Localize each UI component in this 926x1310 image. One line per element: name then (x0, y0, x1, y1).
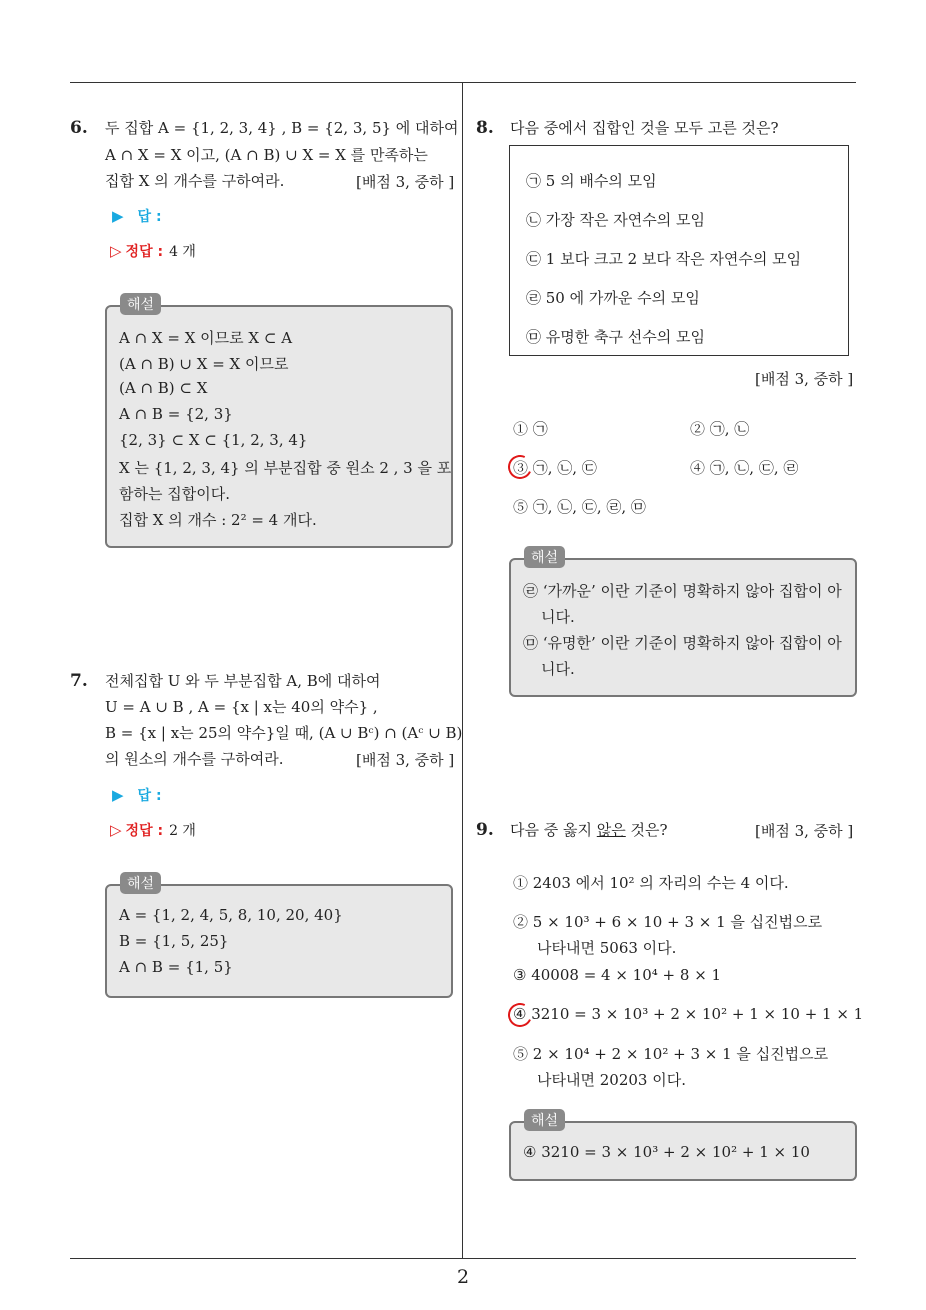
top-rule (70, 82, 856, 83)
choice-2-continued: 나타내면 5063 이다. (537, 939, 677, 957)
question-8-number: 8. (476, 118, 494, 138)
explain-line: 니다. (541, 608, 575, 626)
question-7-answer-field[interactable] (112, 785, 162, 805)
choice-5-continued: 나타내면 20203 이다. (537, 1071, 686, 1089)
explain-line: A ∩ X = X 이므로 X ⊂ A (119, 329, 293, 347)
explain-line: ㉤ ‘유명한’ 이란 기준이 명확하지 않아 집합이 아 (523, 634, 842, 652)
question-9-text: 다음 중 옳지 않은 것은? (510, 821, 668, 839)
choice-2[interactable]: ② ㉠, ㉡ (690, 420, 750, 438)
explain-line: A ∩ B = {1, 5} (119, 958, 233, 976)
question-9-points: [배점 3, 중하 ] (755, 822, 854, 840)
question-6-points: [배점 3, 중하 ] (356, 173, 455, 191)
item: ㉡ 가장 작은 자연수의 모임 (526, 211, 705, 229)
question-6-number: 6. (70, 118, 88, 138)
question-6-line-3: 집합 X 의 개수를 구하여라. (105, 172, 285, 190)
correct-value: 4 개 (169, 244, 196, 260)
question-9-explanation-tag: 해설 (524, 1109, 565, 1131)
question-8-points: [배점 3, 중하 ] (755, 370, 854, 388)
explain-line: ④ 3210 = 3 × 10³ + 2 × 10² + 1 × 10 (523, 1143, 810, 1161)
choice-3[interactable]: ③ 40008 = 4 × 10⁴ + 8 × 1 (513, 966, 722, 984)
item: ㉠ 5 의 배수의 모임 (526, 172, 657, 190)
explain-line: B = {1, 5, 25} (119, 932, 229, 950)
item: ㉤ 유명한 축구 선수의 모임 (526, 328, 705, 346)
question-7-line-3: B = {x | x는 25의 약수}일 때, (A ∪ Bᶜ) ∩ (Aᶜ ∪ B) (105, 724, 463, 742)
choice-4[interactable]: ④ 3210 = 3 × 10³ + 2 × 10² + 1 × 10 + 1 × 1 (513, 1005, 864, 1023)
question-6-line-2: A ∩ X = X 이고, (A ∩ B) ∪ X = X 를 만족하는 (105, 146, 428, 164)
choice-2[interactable]: ② 5 × 10³ + 6 × 10 + 3 × 1 을 십진법으로 (513, 913, 823, 931)
question-7-correct-answer (110, 820, 196, 840)
explain-line: 니다. (541, 660, 575, 678)
explain-line: {2, 3} ⊂ X ⊂ {1, 2, 3, 4} (119, 431, 308, 449)
column-divider (462, 82, 463, 1258)
explain-line: A = {1, 2, 4, 5, 8, 10, 20, 40} (119, 906, 343, 924)
answer-label: 답 : (137, 209, 162, 225)
explain-line: 집합 X 의 개수 : 2² = 4 개다. (119, 511, 317, 529)
correct-label: 정답 : (125, 244, 164, 260)
correct-label: 정답 : (125, 823, 164, 839)
question-6-answer-field[interactable] (112, 206, 162, 226)
answer-arrow-icon: ▶ (112, 786, 124, 804)
explain-line: 함하는 집합이다. (119, 485, 230, 503)
page-number: 2 (456, 1266, 470, 1288)
explain-line: (A ∩ B) ⊂ X (119, 379, 208, 397)
explain-line: (A ∩ B) ∪ X = X 이므로 (119, 355, 289, 373)
answer-label: 답 : (137, 788, 162, 804)
item: ㉢ 1 보다 크고 2 보다 작은 자연수의 모임 (526, 250, 802, 268)
question-7-points: [배점 3, 중하 ] (356, 751, 455, 769)
question-7-line-1: 전체집합 U 와 두 부분집합 A, B에 대하여 (105, 672, 381, 690)
question-7-line-4: 의 원소의 개수를 구하여라. (105, 750, 284, 768)
item: ㉣ 50 에 가까운 수의 모임 (526, 289, 700, 307)
explain-line: A ∩ B = {2, 3} (119, 405, 233, 423)
explain-line: ㉣ ‘가까운’ 이란 기준이 명확하지 않아 집합이 아 (523, 582, 842, 600)
question-7-line-2: U = A ∪ B , A = {x | x는 40의 약수} , (105, 698, 378, 716)
choice-1[interactable]: ① 2403 에서 10² 의 자리의 수는 4 이다. (513, 874, 789, 892)
question-6-explanation-tag: 해설 (120, 293, 161, 315)
bottom-rule (70, 1258, 856, 1259)
question-8-explanation-box (509, 558, 857, 697)
correct-value: 2 개 (169, 823, 196, 839)
correct-arrow-icon: ▷ (110, 242, 122, 260)
question-8-text: 다음 중에서 집합인 것을 모두 고른 것은? (510, 119, 779, 137)
question-7-number: 7. (70, 671, 88, 691)
question-7-explanation-tag: 해설 (120, 872, 161, 894)
answer-arrow-icon: ▶ (112, 207, 124, 225)
correct-arrow-icon: ▷ (110, 821, 122, 839)
choice-4[interactable]: ④ ㉠, ㉡, ㉢, ㉣ (690, 459, 799, 477)
explain-line: X 는 {1, 2, 3, 4} 의 부분집합 중 원소 2 , 3 을 포 (119, 459, 452, 477)
choice-5[interactable]: ⑤ ㉠, ㉡, ㉢, ㉣, ㉤ (513, 498, 646, 516)
question-6-explanation-box (105, 305, 453, 548)
question-6-line-1: 두 집합 A = {1, 2, 3, 4} , B = {2, 3, 5} 에 대하여 (105, 119, 459, 137)
choice-1[interactable]: ① ㉠ (513, 420, 548, 438)
question-8-explanation-tag: 해설 (524, 546, 565, 568)
question-6-correct-answer (110, 241, 196, 261)
question-8-item-box (509, 145, 849, 356)
question-9-number: 9. (476, 820, 494, 840)
choice-3[interactable]: ③ ㉠, ㉡, ㉢ (513, 459, 597, 477)
choice-5[interactable]: ⑤ 2 × 10⁴ + 2 × 10² + 3 × 1 을 십진법으로 (513, 1045, 829, 1063)
question-7-explanation-box (105, 884, 453, 998)
